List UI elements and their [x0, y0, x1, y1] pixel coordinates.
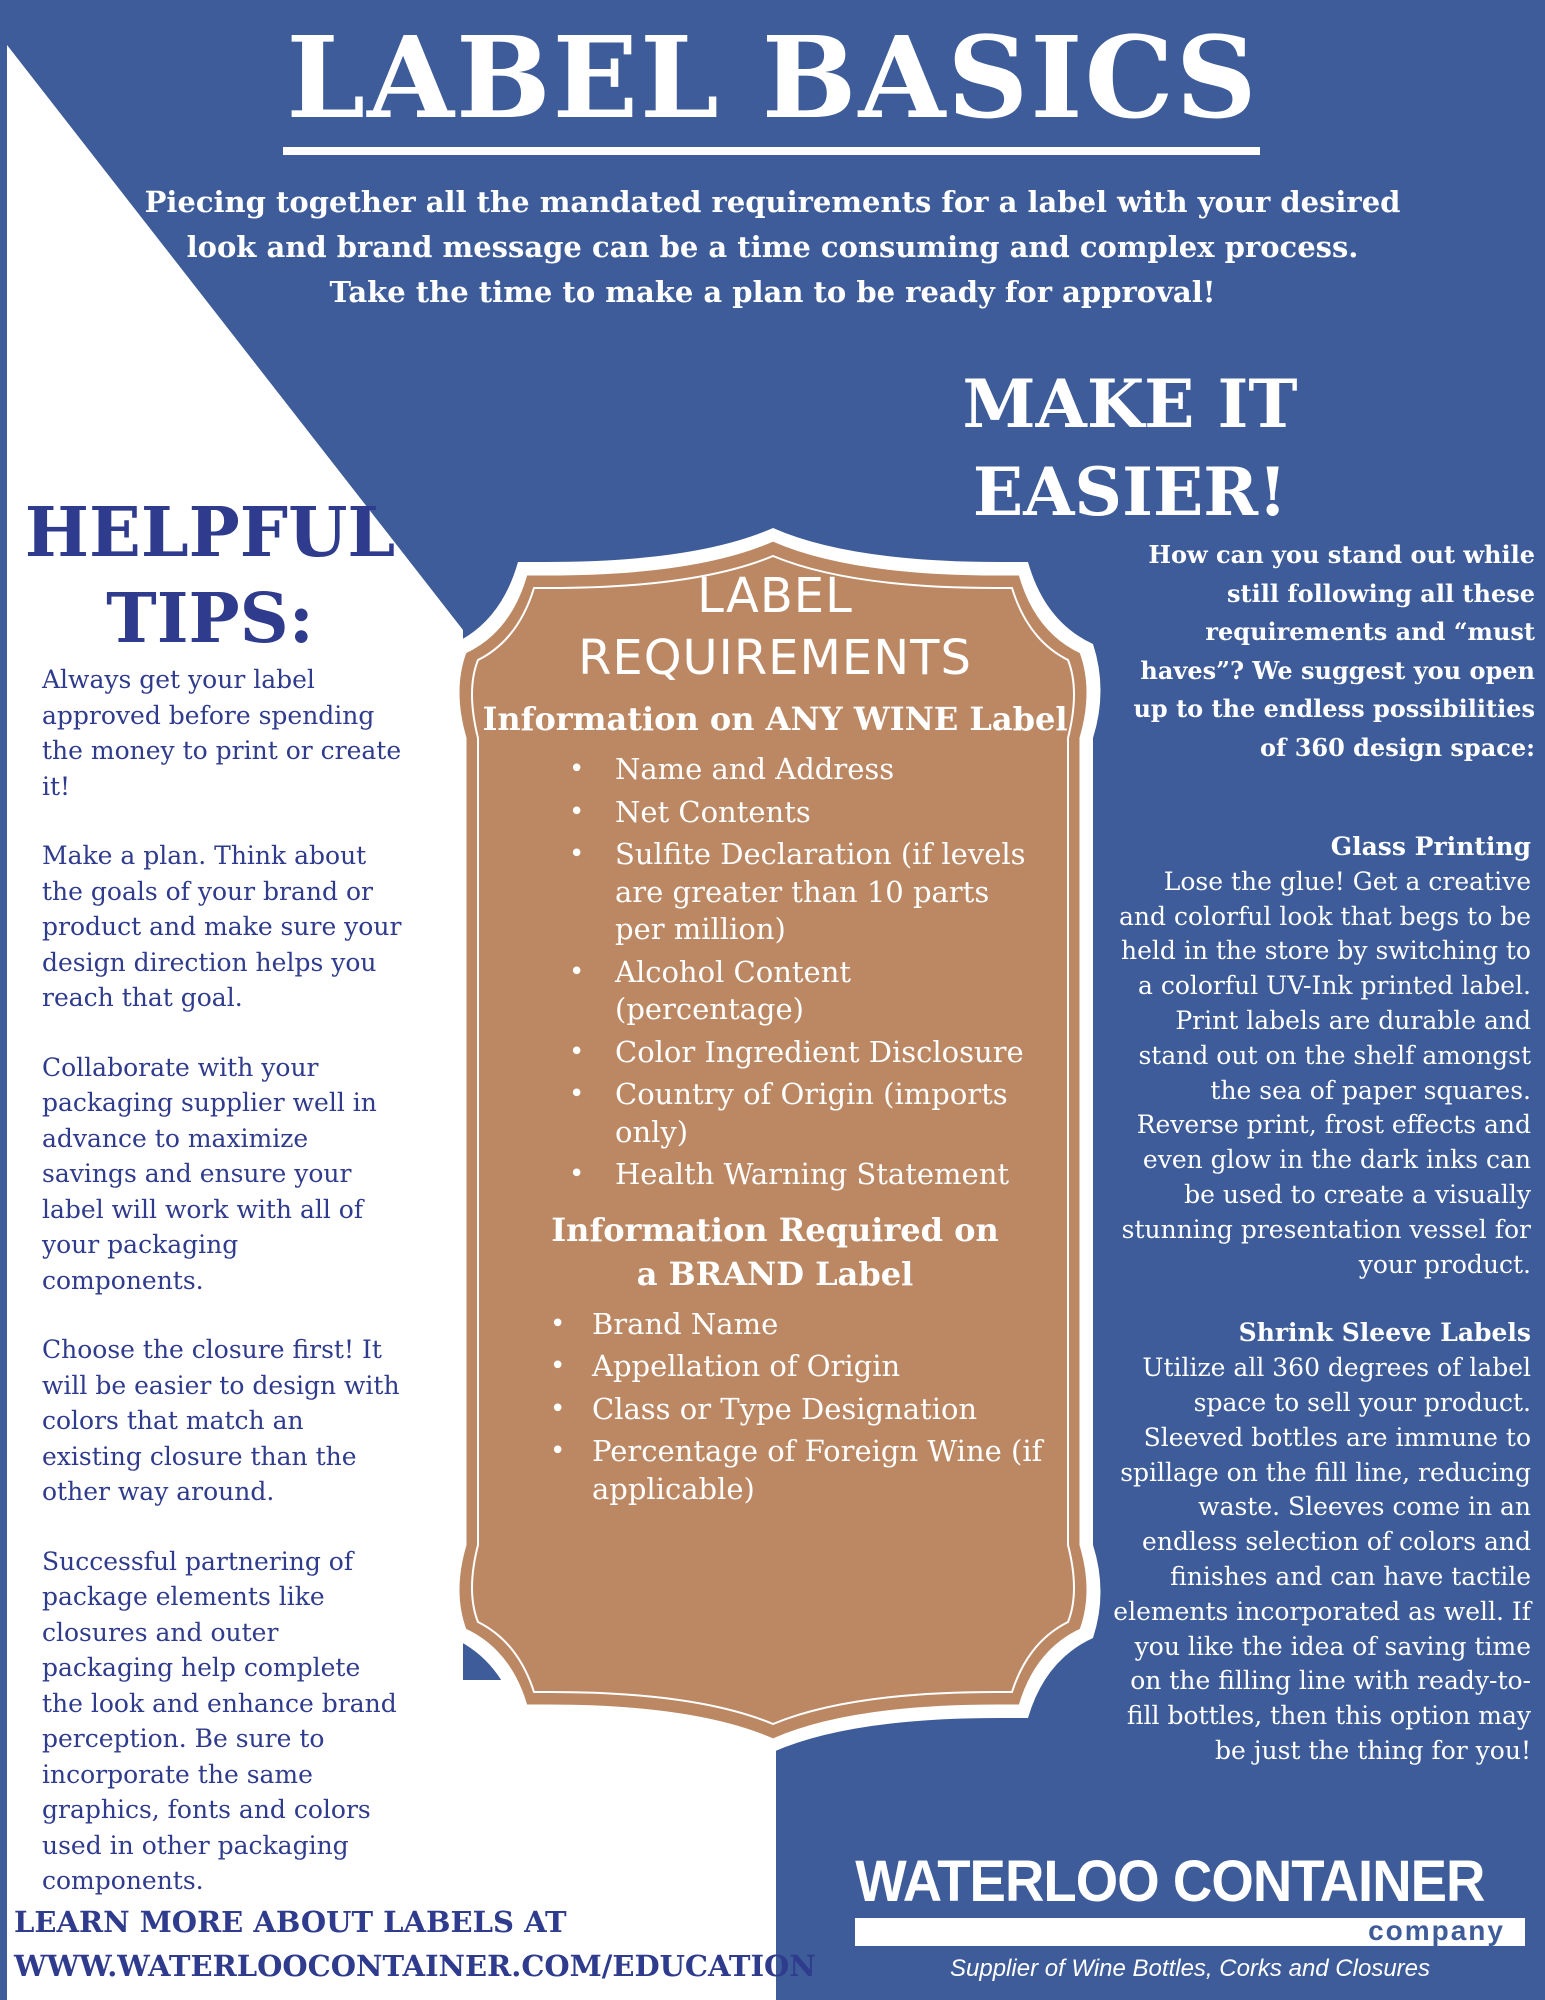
- logo-name: WATERLOO CONTAINER: [855, 1849, 1485, 1914]
- bullet-icon: •: [569, 1159, 585, 1189]
- bullet-icon: •: [550, 1351, 566, 1381]
- bullet-icon: •: [569, 1079, 585, 1109]
- tip-paragraph: Always get your label approved before spending the money to print or create it!: [42, 665, 402, 801]
- page-title: LABEL BASICS: [286, 13, 1259, 144]
- intro-line: Piecing together all the mandated requirements for a label with your desired: [144, 185, 1401, 219]
- helpful-tips-heading: [20, 490, 400, 662]
- any-wine-heading: Information on ANY WINE Label: [482, 700, 1068, 738]
- any-wine-list: [569, 751, 1035, 1194]
- list-item-text: Percentage of Foreign Wine (if applicable): [592, 1434, 1043, 1506]
- make-it-easier-content: [1110, 830, 1531, 1803]
- shrink-sleeve-title: Shrink Sleeve Labels: [1238, 1318, 1531, 1348]
- bullet-icon: •: [569, 839, 585, 869]
- list-item: [569, 794, 1035, 832]
- bullet-icon: •: [569, 1036, 585, 1067]
- label-requirements-title-line: REQUIREMENTS: [578, 630, 972, 686]
- list-item: [550, 1433, 1062, 1508]
- list-item-text: Country of Origin (imports only): [615, 1077, 1008, 1149]
- tip-paragraph: Choose the closure first! It will be easier to design with colors that match an existing closure than the other way around.: [42, 1335, 400, 1506]
- make-it-easier-intro: How can you stand out while still following all these requirements and “must haves”? We suggest you open up to the endless possibilities of 360 design space:: [1133, 540, 1535, 762]
- list-item: [569, 1156, 1035, 1194]
- title-underline: [283, 147, 1260, 155]
- tip-paragraph: Collaborate with your packaging supplier well in advance to maximize savings and ensure your label will work with all of your packaging components.: [42, 1052, 377, 1295]
- list-item-text: Health Warning Statement: [615, 1157, 1010, 1191]
- label-requirements-panel: [440, 565, 1110, 1513]
- make-it-easier-heading: [910, 360, 1350, 536]
- intro-text: [140, 180, 1405, 315]
- learn-more-text: LEARN MORE ABOUT LABELS AT: [14, 1905, 567, 1939]
- bullet-icon: •: [550, 1393, 566, 1424]
- glass-printing-text: Lose the glue! Get a creative and colorful look that begs to be held in the store by switching to a colorful UV-Ink printed label. Print labels are durable and stand out on the shelf amongst the sea of paper squares. Reverse print, frost effects and even glow in the dark inks can be used to create a visually stunning presentation vessel for your product.: [1119, 866, 1531, 1279]
- bullet-icon: •: [550, 1308, 566, 1339]
- make-it-easier-heading-line: MAKE IT: [962, 365, 1298, 443]
- bullet-icon: •: [569, 956, 585, 987]
- bullet-icon: •: [569, 754, 585, 784]
- list-item: [550, 1306, 1062, 1344]
- list-item: [569, 1034, 1035, 1072]
- logo-company-text: company: [1368, 1915, 1505, 1946]
- list-item: [550, 1348, 1062, 1386]
- bullet-icon: •: [550, 1436, 566, 1466]
- logo-tagline: Supplier of Wine Bottles, Corks and Closures: [950, 1955, 1430, 1982]
- bullet-icon: •: [569, 796, 585, 827]
- list-item: [550, 1391, 1062, 1429]
- label-requirements-title-line: LABEL: [697, 568, 853, 624]
- logo-company-bar: [855, 1915, 1525, 1946]
- list-item: [569, 836, 1035, 949]
- list-item-text: Name and Address: [615, 752, 895, 786]
- brand-label-heading-line: Information Required on: [551, 1210, 999, 1249]
- education-link[interactable]: WWW.WATERLOOCONTAINER.COM/EDUCATION: [14, 1949, 816, 1983]
- list-item-text: Class or Type Designation: [592, 1391, 978, 1426]
- list-item-text: Brand Name: [592, 1306, 779, 1341]
- label-requirements-title: [440, 565, 1110, 689]
- intro-line: look and brand message can be a time consuming and complex process.: [186, 230, 1359, 264]
- list-item: [569, 954, 1035, 1029]
- tip-paragraph: Successful partnering of package elements like closures and outer packaging help complete the look and enhance brand perception. Be sure to incorporate the same graphics, fonts and colors used in other packaging components.: [42, 1546, 397, 1895]
- helpful-tips-heading-line: TIPS:: [106, 579, 314, 659]
- tip-paragraph: Make a plan. Think about the goals of your brand or product and make sure your design direction helps you reach that goal.: [42, 841, 402, 1012]
- learn-more: [14, 1900, 816, 1988]
- list-item-text: Sulfite Declaration (if levels are greater than 10 parts per million): [615, 837, 1026, 946]
- waterloo-container-logo: [855, 1849, 1525, 1982]
- shrink-sleeve-text: Utilize all 360 degrees of label space to sell your product. Sleeved bottles are immune to spillage on the fill line, reducing waste. Sleeves come in an endless selection of colors and finishes and can have tactile elements incorporated as well. If you like the idea of saving time on the filling line with ready-to-fill bottles, then this option may be just the thing for you!: [1113, 1353, 1531, 1765]
- intro-line: Take the time to make a plan to be ready for approval!: [329, 275, 1216, 309]
- list-item-text: Appellation of Origin: [592, 1349, 901, 1383]
- list-item-text: Net Contents: [615, 794, 811, 829]
- helpful-tips-heading-line: HELPFUL: [24, 493, 396, 573]
- list-item-text: Alcohol Content (percentage): [615, 954, 852, 1026]
- helpful-tips-list: [42, 662, 402, 1933]
- brand-label-heading-line: a BRAND Label: [636, 1254, 914, 1293]
- brand-label-list: [550, 1306, 1062, 1509]
- glass-printing-title: Glass Printing: [1330, 832, 1531, 861]
- list-item: [569, 751, 1035, 789]
- make-it-easier-heading-line: EASIER!: [972, 453, 1288, 531]
- brand-label-heading: [440, 1208, 1110, 1296]
- list-item: [569, 1076, 1035, 1151]
- list-item-text: Color Ingredient Disclosure: [615, 1034, 1024, 1069]
